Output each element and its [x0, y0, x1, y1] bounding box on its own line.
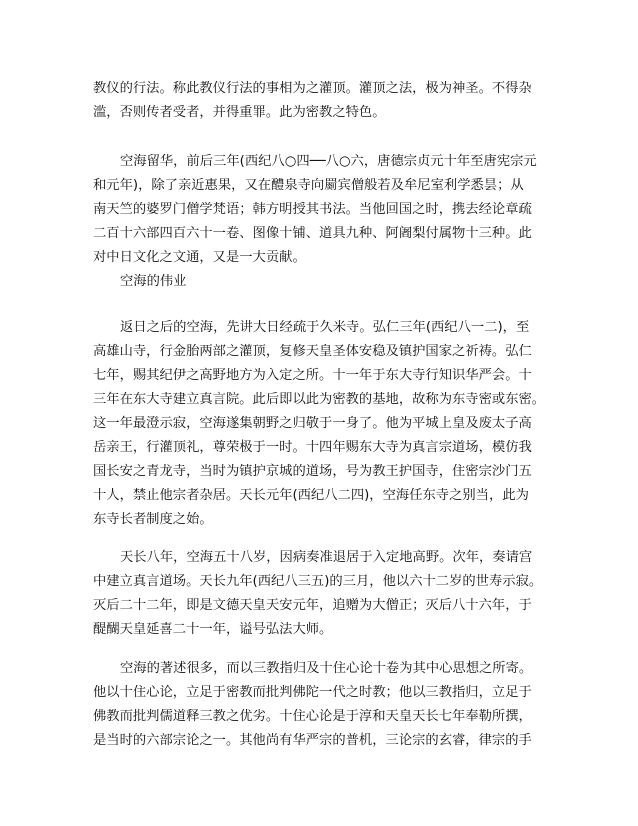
text-line: 和元年)，除了亲近惠果，又在醴泉寺向罽宾僧般若及牟尼室利学悉昙；从 — [93, 178, 524, 193]
text-line: 是当时的六部宗论之一。其他尚有华严宗的普机，三论宗的玄睿，律宗的手 — [93, 733, 532, 748]
text-line: 国长安之青龙寺，当时为镇护京城的道场，号为教王护国寺，住密宗沙门五 — [93, 464, 532, 479]
text-line: 岳亲王，行灌顶礼，尊荣极于一时。十四年赐东大寺为真言宗道场，模仿我 — [93, 440, 532, 455]
text-line: 醍醐天皇延喜二十一年，谥号弘法大师。 — [93, 622, 333, 637]
text-line: 返日之后的空海，先讲大日经疏于久米寺。弘仁三年(西纪八一二)，至 — [120, 320, 530, 335]
text-line: 高雄山寺，行金胎两部之灌顶，复修天皇圣体安稳及镇护国家之祈祷。弘仁 — [93, 344, 532, 359]
text-line: 天长八年，空海五十八岁，因病奏准退居于入定地高野。次年，奏请宫 — [120, 550, 533, 565]
section-heading: 空海的伟业 — [120, 274, 187, 289]
text-line: 灭后二十二年，即是文德天皇天安元年，追赠为大僧正；灭后八十六年，于 — [93, 598, 532, 613]
text-line: 空海留华，前后三年(西纪八○四──八○六，唐德宗贞元十年至唐宪宗元 — [120, 154, 537, 169]
text-line: 滥，否则传者受者，并得重罪。此为密教之特色。 — [93, 105, 386, 120]
text-line: 十人，禁止他宗者杂居。天长元年(西纪八二四)，空海任东寺之别当，此为 — [93, 488, 529, 503]
text-line: 东寺长者制度之始。 — [93, 512, 213, 527]
text-line: 这一年最澄示寂，空海遂集朝野之归敬于一身了。他为平城上皇及废太子高 — [93, 416, 532, 431]
text-line: 佛教而批判儒道释三教之优劣。十住心论是于淳和天皇天长七年奉勒所撰， — [93, 709, 532, 724]
text-line: 南天竺的婆罗门僧学梵语；韩方明授其书法。当他回国之时，携去经论章疏 — [93, 202, 532, 217]
text-line: 中建立真言道场。天长九年(西纪八三五)的三月，他以六十二岁的世寿示寂。 — [93, 574, 543, 589]
text-line: 二百十六部四百六十一卷、图像十铺、道具九种、阿阇梨付属物十三种。此 — [93, 226, 532, 241]
text-line: 空海的著述很多，而以三教指归及十住心论十卷为其中心思想之所寄。 — [120, 661, 533, 676]
text-line: 三年在东大寺建立真言院。此后即以此为密教的基地，故称为东寺密或东密。 — [93, 392, 546, 407]
text-line: 他以十住心论，立足于密教而批判佛陀一代之时教；他以三教指归，立足于 — [93, 685, 532, 700]
text-line: 对中日文化之文通，又是一大贡献。 — [93, 250, 306, 265]
text-line: 七年，赐其纪伊之高野地方为入定之所。十一年于东大寺行知识华严会。十 — [93, 368, 532, 383]
text-line: 教仪的行法。称此教仪行法的事相为之灌顶。灌顶之法，极为神圣。不得杂 — [93, 81, 532, 96]
